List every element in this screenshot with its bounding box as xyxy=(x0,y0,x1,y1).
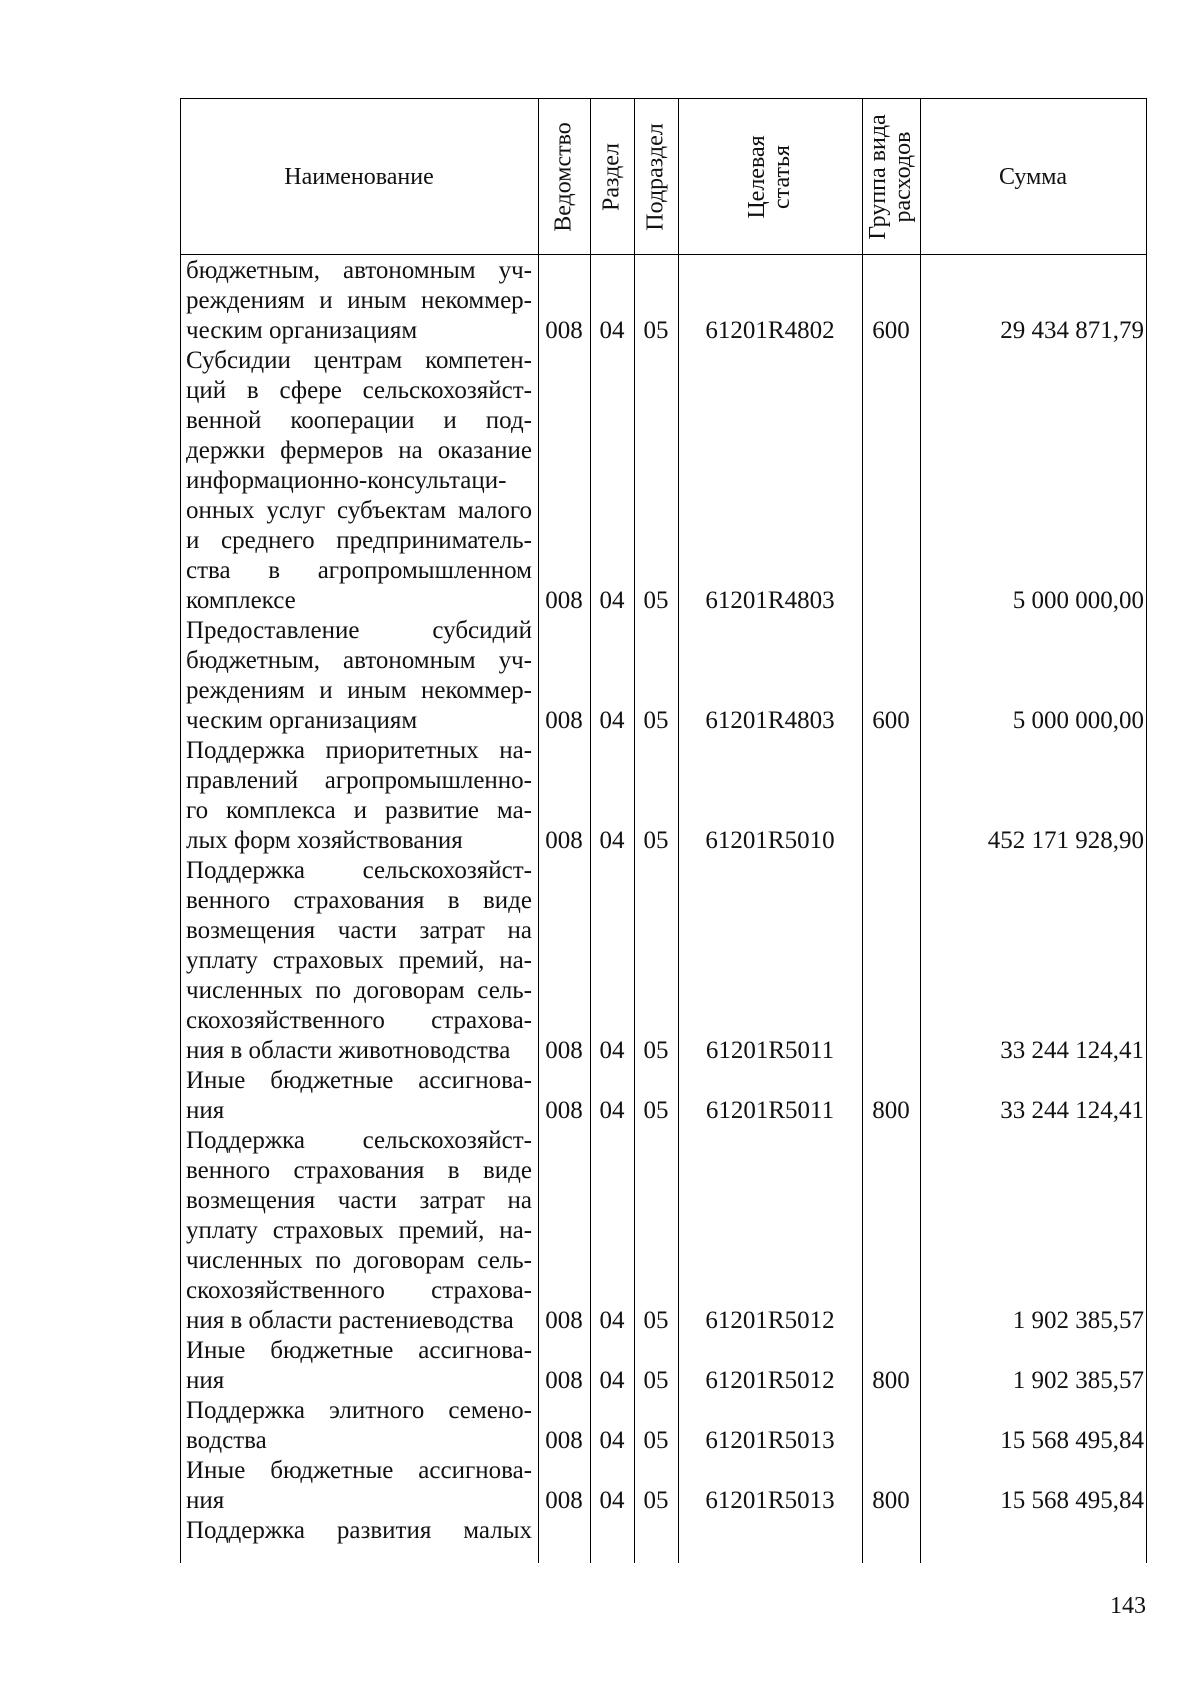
header-gruppa-line: расходов xyxy=(890,131,916,222)
row-razdel: 04 xyxy=(599,587,625,614)
row-name-line: реждениям и иным некоммер- xyxy=(186,677,532,704)
row-razdel: 04 xyxy=(599,707,625,734)
row-name-line: Иные бюджетные ассигнова- xyxy=(186,1457,532,1484)
row-summa: 15 568 495,84 xyxy=(1000,1427,1144,1454)
row-vedomstvo: 008 xyxy=(545,1487,583,1514)
row-name-line: уплату страховых премий, на- xyxy=(186,947,532,974)
table-row xyxy=(180,1066,1146,1126)
row-name-line: ства в агропромышленном xyxy=(186,557,532,584)
row-podrazdel: 05 xyxy=(643,1487,669,1514)
table-row xyxy=(180,1516,1146,1546)
row-name-line: комплексе xyxy=(186,587,296,614)
row-name-line: ния xyxy=(186,1367,225,1394)
header-summa-label: Сумма xyxy=(999,163,1067,190)
row-celevaya: 61201R5011 xyxy=(705,1097,835,1124)
row-name-line: возмещения части затрат на xyxy=(186,917,532,944)
row-summa: 5 000 000,00 xyxy=(1012,587,1144,614)
row-razdel: 04 xyxy=(599,1307,625,1334)
header-celevaya xyxy=(678,99,862,254)
row-podrazdel: 05 xyxy=(643,1427,669,1454)
row-name-line: онных услуг субъектам малого xyxy=(186,497,532,524)
row-vedomstvo: 008 xyxy=(545,827,583,854)
row-celevaya: 61201R5011 xyxy=(705,1037,835,1064)
row-vedomstvo: 008 xyxy=(545,1037,583,1064)
header-gruppa-label xyxy=(866,114,916,239)
row-name-line: Поддержка сельскохозяйст- xyxy=(186,857,532,884)
row-name-line: скохозяйственного страхова- xyxy=(186,1277,532,1304)
row-name-line: ния в области растениеводства xyxy=(186,1307,514,1334)
row-summa: 5 000 000,00 xyxy=(1012,707,1144,734)
table-row xyxy=(180,1336,1146,1396)
row-name-line: венного страхования в виде xyxy=(186,1157,532,1184)
row-gruppa: 600 xyxy=(872,707,910,734)
row-podrazdel: 05 xyxy=(643,1097,669,1124)
header-vedomstvo-label: Ведомство xyxy=(550,121,577,232)
row-name-line: ния xyxy=(186,1487,225,1514)
row-vedomstvo: 008 xyxy=(545,1307,583,1334)
row-vedomstvo: 008 xyxy=(545,707,583,734)
header-gruppa-line: Группа вида xyxy=(865,113,891,240)
row-vedomstvo: 008 xyxy=(545,1427,583,1454)
row-gruppa: 800 xyxy=(872,1367,910,1394)
row-podrazdel: 05 xyxy=(643,827,669,854)
row-name-line: лых форм хозяйствования xyxy=(186,827,463,854)
row-podrazdel: 05 xyxy=(643,1037,669,1064)
row-name-line: водства xyxy=(186,1427,267,1454)
row-name-line: численных по договорам сель- xyxy=(186,977,532,1004)
row-summa: 15 568 495,84 xyxy=(1000,1487,1144,1514)
row-celevaya: 61201R5013 xyxy=(705,1487,835,1514)
row-name-line: Субсидии центрам компетен- xyxy=(186,347,532,374)
row-name-line: численных по договорам сель- xyxy=(186,1247,532,1274)
row-summa: 452 171 928,90 xyxy=(987,827,1144,854)
row-podrazdel: 05 xyxy=(643,317,669,344)
row-name-line: Поддержка сельскохозяйст- xyxy=(186,1127,532,1154)
row-name-line: ческим организациям xyxy=(186,707,418,734)
row-name-line: реждениям и иным некоммер- xyxy=(186,287,532,314)
row-vedomstvo: 008 xyxy=(545,1367,583,1394)
row-podrazdel: 05 xyxy=(643,587,669,614)
row-name-line: правлений агропромышленно- xyxy=(186,767,532,794)
row-celevaya: 61201R5013 xyxy=(705,1427,835,1454)
row-name-line: ния xyxy=(186,1097,225,1124)
row-name-line: скохозяйственного страхова- xyxy=(186,1007,532,1034)
row-vedomstvo: 008 xyxy=(545,317,583,344)
row-gruppa: 600 xyxy=(872,317,910,344)
row-name-line: Поддержка приоритетных на- xyxy=(186,737,532,764)
row-summa: 29 434 871,79 xyxy=(1000,317,1144,344)
row-vedomstvo: 008 xyxy=(545,587,583,614)
row-name-line: возмещения части затрат на xyxy=(186,1187,532,1214)
budget-table xyxy=(180,98,1147,1563)
row-razdel: 04 xyxy=(599,1427,625,1454)
row-celevaya: 61201R5010 xyxy=(705,827,835,854)
row-name-line: держки фермеров на оказание xyxy=(186,437,532,464)
header-gruppa xyxy=(862,99,920,254)
row-razdel: 04 xyxy=(599,1487,625,1514)
row-celevaya: 61201R5012 xyxy=(705,1367,835,1394)
row-summa: 1 902 385,57 xyxy=(1012,1367,1144,1394)
row-podrazdel: 05 xyxy=(643,707,669,734)
row-name-line: уплату страховых премий, на- xyxy=(186,1217,532,1244)
row-vedomstvo: 008 xyxy=(545,1097,583,1124)
header-razdel xyxy=(590,99,634,254)
row-name-line: информационно-консультаци- xyxy=(186,467,507,494)
header-name xyxy=(180,99,538,254)
row-name-line: ций в сфере сельскохозяйст- xyxy=(186,377,532,404)
table-row xyxy=(180,1126,1146,1336)
table-row xyxy=(180,736,1146,856)
row-name-line: и среднего предприниматель- xyxy=(186,527,532,554)
table-row xyxy=(180,346,1146,616)
header-celevaya-label xyxy=(745,135,795,218)
table-row xyxy=(180,856,1146,1066)
row-celevaya: 61201R4803 xyxy=(705,587,835,614)
row-razdel: 04 xyxy=(599,1367,625,1394)
row-celevaya: 61201R5012 xyxy=(705,1307,835,1334)
row-name-line: ческим организациям xyxy=(186,317,418,344)
row-name-line: венной кооперации и под- xyxy=(186,407,532,434)
header-razdel-label: Раздел xyxy=(598,142,625,211)
row-razdel: 04 xyxy=(599,1097,625,1124)
row-name-line: Поддержка элитного семено- xyxy=(186,1397,532,1424)
row-name-line: венного страхования в виде xyxy=(186,887,532,914)
header-summa xyxy=(920,99,1146,254)
header-podrazdel xyxy=(634,99,678,254)
row-razdel: 04 xyxy=(599,1037,625,1064)
row-summa: 33 244 124,41 xyxy=(1000,1097,1144,1124)
table-row xyxy=(180,616,1146,736)
row-razdel: 04 xyxy=(599,317,625,344)
row-celevaya: 61201R4802 xyxy=(705,317,835,344)
row-gruppa: 800 xyxy=(872,1097,910,1124)
table-row xyxy=(180,1456,1146,1516)
row-name-line: бюджетным, автономным уч- xyxy=(186,257,532,284)
table-row xyxy=(180,256,1146,346)
header-celevaya-line: Целевая xyxy=(744,134,770,219)
header-celevaya-line: статья xyxy=(769,144,795,209)
header-divider xyxy=(180,254,1146,255)
row-name-line: Предоставление субсидий xyxy=(186,617,532,644)
row-gruppa: 800 xyxy=(872,1487,910,1514)
table-row xyxy=(180,1396,1146,1456)
row-podrazdel: 05 xyxy=(643,1307,669,1334)
row-summa: 1 902 385,57 xyxy=(1012,1307,1144,1334)
row-name-line: Иные бюджетные ассигнова- xyxy=(186,1337,532,1364)
row-podrazdel: 05 xyxy=(643,1367,669,1394)
row-celevaya: 61201R4803 xyxy=(705,707,835,734)
row-name-line: ния в области животноводства xyxy=(186,1037,511,1064)
header-name-label: Наименование xyxy=(284,163,434,190)
row-name-line: Иные бюджетные ассигнова- xyxy=(186,1067,532,1094)
page-number: 143 xyxy=(1110,1593,1146,1619)
row-name-line: Поддержка развития малых xyxy=(186,1517,532,1544)
row-name-line: бюджетным, автономным уч- xyxy=(186,647,532,674)
row-summa: 33 244 124,41 xyxy=(1000,1037,1144,1064)
header-vedomstvo xyxy=(538,99,590,254)
header-podrazdel-label: Подраздел xyxy=(642,122,669,231)
row-name-line: го комплекса и развитие ма- xyxy=(186,797,532,824)
row-razdel: 04 xyxy=(599,827,625,854)
